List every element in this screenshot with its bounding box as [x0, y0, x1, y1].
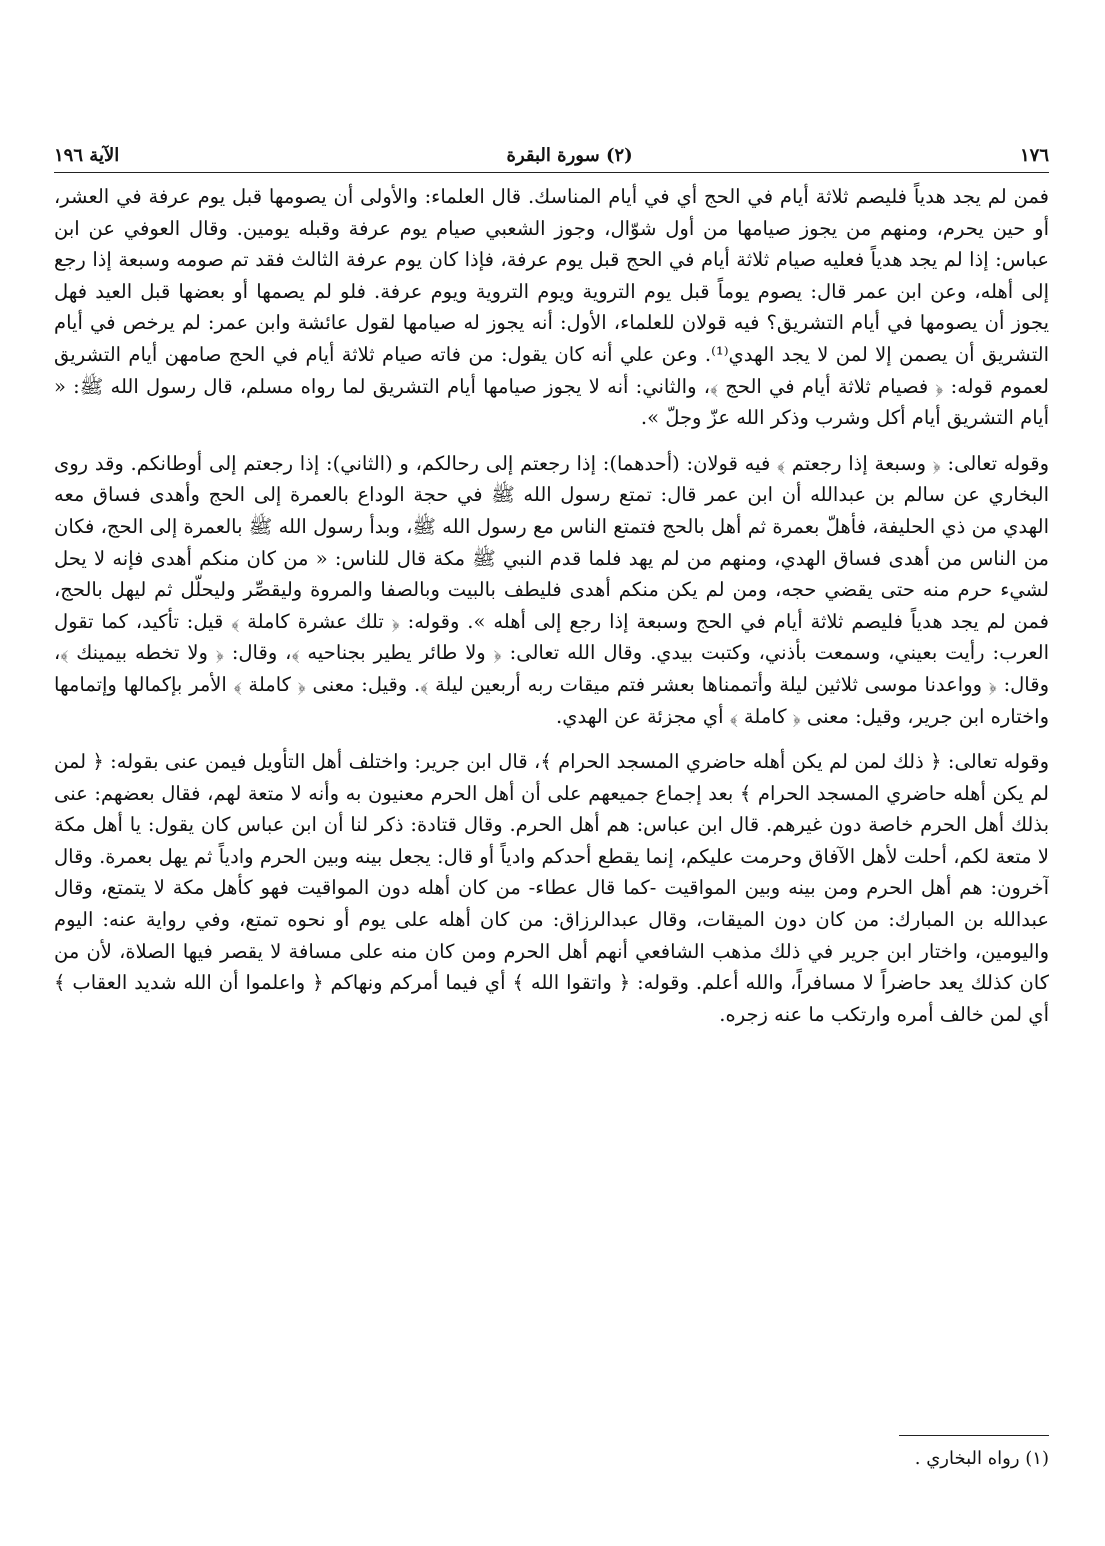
- footnote-divider: [899, 1435, 1049, 1436]
- chapter-title: (٢) سورة البقرة: [506, 144, 633, 166]
- page-number: ١٧٦: [1019, 144, 1049, 166]
- main-text: [54, 181, 1049, 1030]
- footnote: (١) رواه البخاري .: [914, 1448, 1049, 1469]
- paragraph-2: وقوله تعالى: ﴿ وسبعة إذا رجعتم ﴾ فيه قولان: (أحدهما): إذا رجعتم إلى رحالكم، و (الثاني): إذا رجعتم إلى أوطانكم. وقد روى البخاري عن سالم بن عبدالله أن ابن عمر قال: تمتع رسول الله ﷺ في حجة الوداع بالعمرة إلى الحج وأهدى فساق معه الهدي من ذي الحليفة، فأهلّ بعمرة ثم أهل بالحج فتمتع الناس مع رسول الله ﷺ، وبدأ رسول الله ﷺ بالعمرة إلى الحج، فكان من الناس من أهدى فساق الهدي، ومنهم من لم يهد فلما قدم النبي ﷺ مكة قال للناس: « من كان منكم أهدى فإنه لا يحل لشيء حرم منه حتى يقضي حجه، ومن لم يكن منكم أهدى فليطف بالبيت وبالصفا والمروة وليقصِّر وليحلّل ثم ليهل بالحج، فمن لم يجد هدياً فليصم ثلاثة أيام في الحج وسبعة إذا رجع إلى أهله ». وقوله: ﴿ تلك عشرة كاملة ﴾ قيل: تأكيد، كما تقول العرب: رأيت بعيني، وسمعت بأذني، وكتبت بيدي. وقال الله تعالى: ﴿ ولا طائر يطير بجناحيه ﴾، وقال: ﴿ ولا تخطه بيمينك ﴾، وقال: ﴿ وواعدنا موسى ثلاثين ليلة وأتممناها بعشر فتم ميقات ربه أربعين ليلة ﴾. وقيل: معنى ﴿ كاملة ﴾ الأمر بإكمالها وإتمامها واختاره ابن جرير، وقيل: معنى ﴿ كاملة ﴾ أي مجزئة عن الهدي.: [54, 451, 1049, 728]
- verse-reference: الآية ١٩٦: [54, 144, 120, 166]
- running-header: [54, 138, 1049, 173]
- book-page: [54, 138, 1049, 1498]
- paragraph-1: فمن لم يجد هدياً فليصم ثلاثة أيام في الحج أي في أيام المناسك. قال العلماء: والأولى أن يصومها قبل يوم عرفة في العشر، أو حين يحرم، ومنهم من يجوز صيامها من أول شوّال، وجوز الشعبي صيام يوم عرفة وقبله يومين. وقال العوفي عن ابن عباس: إذا لم يجد هدياً فعليه صيام ثلاثة أيام في الحج قبل يوم عرفة، فإذا كان يوم عرفة الثالث فقد تم صومه وسبعة إذا رجع إلى أهله، وعن ابن عمر قال: يصوم يوماً قبل يوم التروية ويوم التروية ويوم عرفة. فلو لم يصمها أو بعضها قبل العيد فهل يجوز أن يصومها في أيام التشريق؟ فيه قولان للعلماء، الأول: أنه يجوز له صيامها لقول عائشة وابن عمر: لم يرخص في أيام التشريق أن يصمن إلا لمن لا يجد الهدي⁽¹⁾. وعن علي أنه كان يقول: من فاته صيام ثلاثة أيام في الحج صامهن أيام التشريق لعموم قوله: ﴿ فصيام ثلاثة أيام في الحج ﴾، والثاني: أنه لا يجوز صيامها أيام التشريق لما رواه مسلم، قال رسول الله ﷺ: « أيام التشريق أيام أكل وشرب وذكر الله عزّ وجلّ ».: [54, 185, 1049, 430]
- paragraph-3: وقوله تعالى: ﴿ ذلك لمن لم يكن أهله حاضري المسجد الحرام ﴾، قال ابن جرير: واختلف أهل التأويل فيمن عنى بقوله: ﴿ لمن لم يكن أهله حاضري المسجد الحرام ﴾ بعد إجماع جميعهم على أن أهل الحرم معنيون به وأنه لا متعة لهم، فقال بعضهم: عنى بذلك أهل الحرم خاصة دون غيرهم. قال ابن عباس: هم أهل الحرم. وقال قتادة: ذكر لنا أن ابن عباس كان يقول: يا أهل مكة لا متعة لكم، أحلت لأهل الآفاق وحرمت عليكم، إنما يقطع أحدكم وادياً أو قال: يجعل بينه وبين الحرم وادياً ثم يهل بعمرة. وقال آخرون: هم أهل الحرم ومن بينه وبين المواقيت -كما قال عطاء- من كان أهله دون المواقيت فهو كأهل مكة لا يتمتع، وقال عبدالله بن المبارك: من كان دون الميقات، وقال عبدالرزاق: من كان أهله على يوم أو نحوه تمتع، وفي رواية عنه: اليوم واليومين، واختار ابن جرير في ذلك مذهب الشافعي أنهم أهل الحرم ومن كان منه على مسافة لا يقصر فيها الصلاة، لأن من كان كذلك يعد حاضراً لا مسافراً، والله أعلم. وقوله: ﴿ واتقوا الله ﴾ أي فيما أمركم ونهاكم ﴿ واعلموا أن الله شديد العقاب ﴾ أي لمن خالف أمره وارتكب ما عنه زجره.: [54, 750, 1049, 1026]
